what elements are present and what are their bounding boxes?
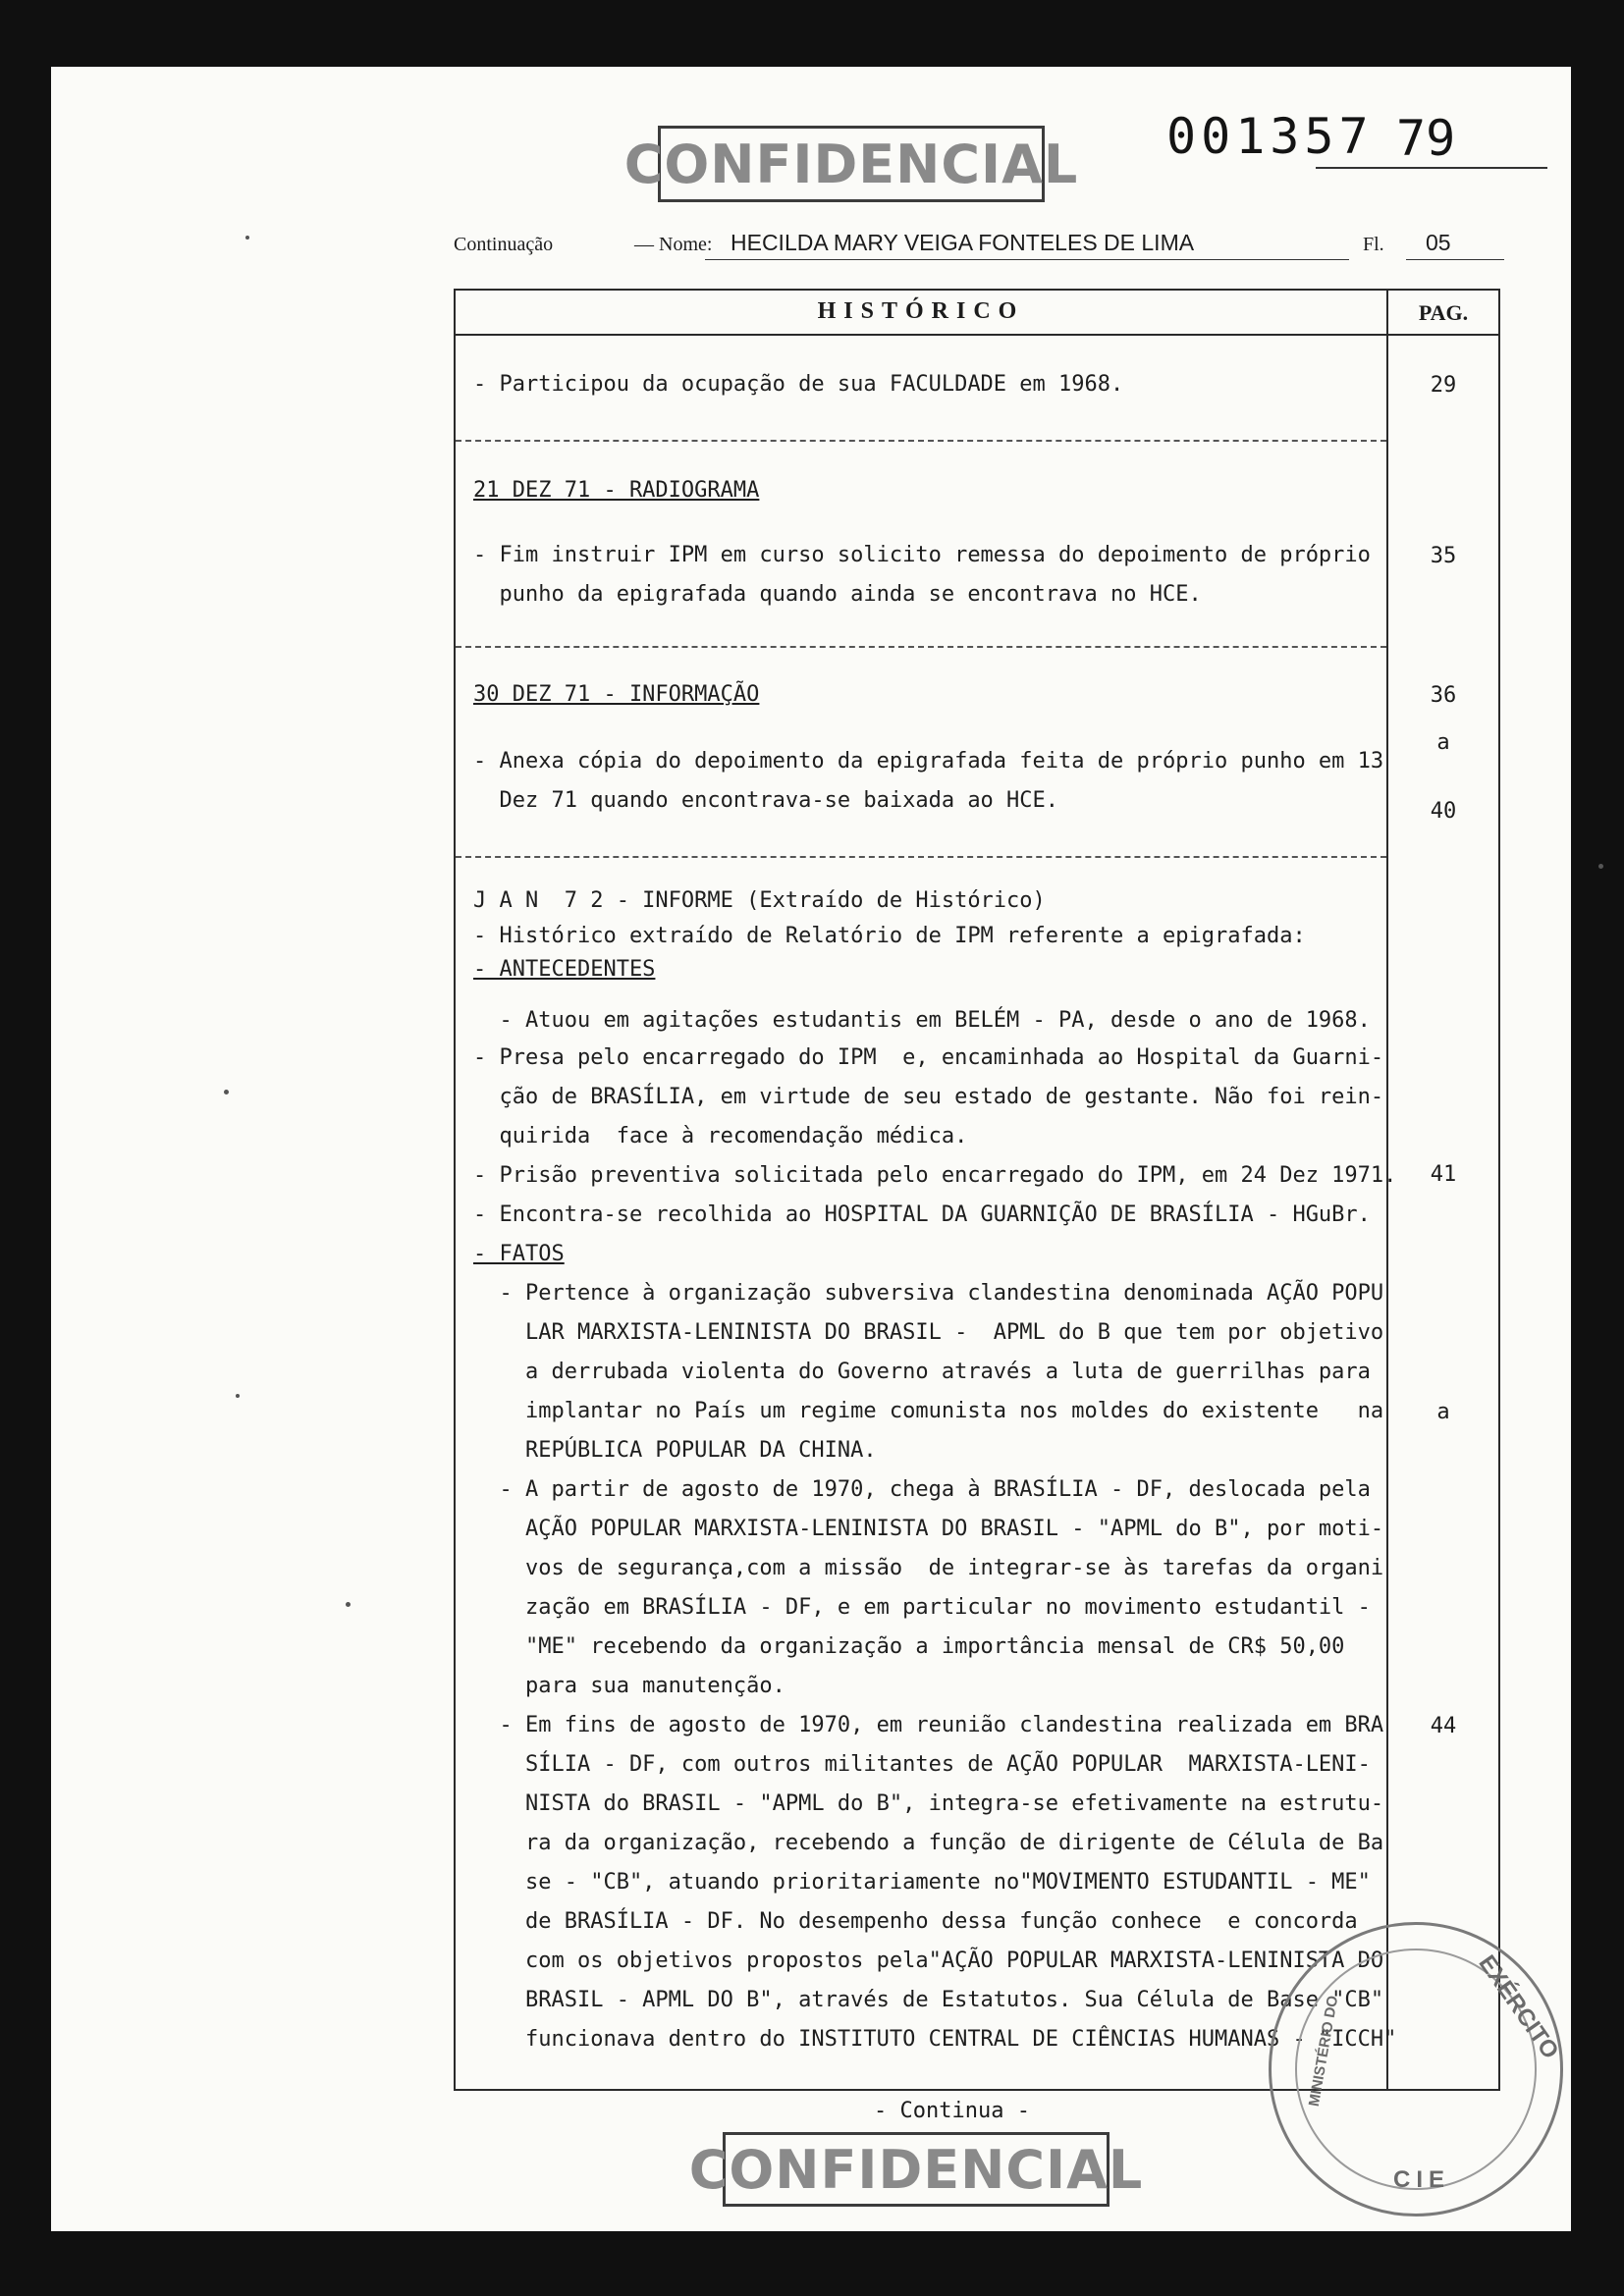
entry-line: - Prisão preventiva solicitada pelo encarregado do IPM, em 24 Dez 1971. [473,1163,1397,1188]
page-number: 79 [1396,110,1456,167]
entry-line: - Atuou em agitações estudantis em BELÉM - PA, desde o ano de 1968. [473,1008,1371,1033]
entry-line: AÇÃO POPULAR MARXISTA-LENINISTA DO BRASIL - "APML do B", por moti- [473,1517,1384,1541]
entry-page: a [1436,1400,1450,1424]
entry-line: punho da epigrafada quando ainda se encontrava no HCE. [473,582,1202,607]
entry-line: BRASIL - APML DO B", através de Estatutos. Sua Célula de Base "CB" [473,1988,1384,2012]
continuation-label: Continuação [454,234,554,255]
entry-line: funcionava dentro do INSTITUTO CENTRAL DE CIÊNCIAS HUMANAS - "ICCH" [473,2027,1397,2052]
entry-line: - A partir de agosto de 1970, chega à BRASÍLIA - DF, deslocada pela [473,1477,1371,1502]
entry-line: de BRASÍLIA - DF. No desempenho dessa função conhece e concorda [473,1909,1358,1934]
continua-label: - Continua - [874,2099,1030,2123]
entry-separator [456,440,1386,442]
column-header-historico: HISTÓRICO [817,298,1025,324]
seal-text-left: MINISTÉRIO DO [1305,1994,1342,2109]
entry-line: - Participou da ocupação de sua FACULDADE em 1968. [473,372,1124,397]
header-divider [456,334,1498,336]
entry-heading: 21 DEZ 71 - RADIOGRAMA [473,478,760,503]
fl-value: 05 [1426,230,1451,255]
entry-line: - Encontra-se recolhida ao HOSPITAL DA GUARNIÇÃO DE BRASÍLIA - HGuBr. [473,1202,1371,1227]
entry-page: a [1436,730,1450,755]
name-value: HECILDA MARY VEIGA FONTELES DE LIMA [731,230,1195,255]
entry-heading: J A N 7 2 - INFORME (Extraído de Histórico) [473,888,1046,913]
entry-line: Dez 71 quando encontrava-se baixada ao HCE. [473,788,1059,813]
confidential-stamp-bottom: CONFIDENCIAL [723,2132,1110,2207]
entry-heading: 30 DEZ 71 - INFORMAÇÃO [473,682,760,707]
entry-line: REPÚBLICA POPULAR DA CHINA. [473,1438,877,1463]
column-header-pag: PAG. [1418,300,1469,325]
entry-line: ra da organização, recebendo a função de dirigente de Célula de Ba [473,1831,1384,1855]
entry-line: "ME" recebendo da organização a importância mensal de CR$ 50,00 [473,1634,1345,1659]
entry-line: se - "CB", atuando prioritariamente no"MOVIMENTO ESTUDANTIL - ME" [473,1870,1371,1895]
entry-line: - Presa pelo encarregado do IPM e, encaminhada ao Hospital da Guarni- [473,1045,1384,1070]
name-label: — Nome: [634,234,713,255]
entry-line: com os objetivos propostos pela"AÇÃO POPULAR MARXISTA-LENINISTA DO [473,1949,1384,1973]
entry-page: 41 [1430,1162,1457,1187]
entry-page: 29 [1430,373,1457,398]
scan-speck [1598,864,1603,869]
scan-speck [245,236,249,240]
entry-line: para sua manutenção. [473,1674,785,1698]
entry-line: - Em fins de agosto de 1970, em reunião clandestina realizada em BRA [473,1713,1384,1737]
entry-line: LAR MARXISTA-LENINISTA DO BRASIL - APML do B que tem por objetivo [473,1320,1384,1345]
entry-line: - Fim instruir IPM em curso solicito remessa do depoimento de próprio [473,543,1371,567]
entry-line: - ANTECEDENTES [473,957,656,982]
entry-line: NISTA do BRASIL - "APML do B", integra-se efetivamente na estrutu- [473,1791,1384,1816]
entry-line: SÍLIA - DF, com outros militantes de AÇÃO POPULAR MARXISTA-LENI- [473,1752,1371,1777]
entry-line: - FATOS [473,1242,565,1266]
historico-table [454,289,1500,2091]
page-number-underline [1316,167,1547,169]
scan-speck [224,1090,229,1095]
continuation-header [454,228,1504,263]
confidential-stamp-top: CONFIDENCIAL [658,126,1045,202]
seal-text-right: EXÉRCITO [1473,1949,1564,2064]
scan-speck [346,1602,351,1607]
seal-stamp [1269,1922,1563,2216]
name-underline [705,259,1349,260]
entry-line: ção de BRASÍLIA, em virtude de seu estado de gestante. Não foi rein- [473,1085,1384,1109]
entry-separator [456,646,1386,648]
entry-line: - Histórico extraído de Relatório de IPM referente a epigrafada: [473,924,1306,948]
entry-line: zação em BRASÍLIA - DF, e em particular no movimento estudantil - [473,1595,1371,1620]
entry-page: 40 [1430,799,1457,824]
entry-separator [456,856,1386,858]
entry-line: implantar no País um regime comunista nos moldes do existente na [473,1399,1384,1423]
entry-line: - Anexa cópia do depoimento da epigrafada feita de próprio punho em 13 [473,749,1384,774]
scan-speck [236,1394,240,1398]
entry-line: a derrubada violenta do Governo através a luta de guerrilhas para [473,1360,1371,1384]
entry-line: - Pertence à organização subversiva clandestina denominada AÇÃO POPU [473,1281,1384,1306]
fl-underline [1406,259,1504,260]
entry-page: 44 [1430,1714,1457,1738]
entry-line: vos de segurança,com a missão de integrar-se às tarefas da organi [473,1556,1384,1580]
seal-text-bottom: CIE [1393,2166,1451,2193]
entry-line: quirida face à recomendação médica. [473,1124,968,1148]
fl-label: Fl. [1363,234,1384,255]
document-number: 001357 [1166,108,1374,165]
entry-page: 36 [1430,683,1457,708]
entry-page: 35 [1430,544,1457,568]
